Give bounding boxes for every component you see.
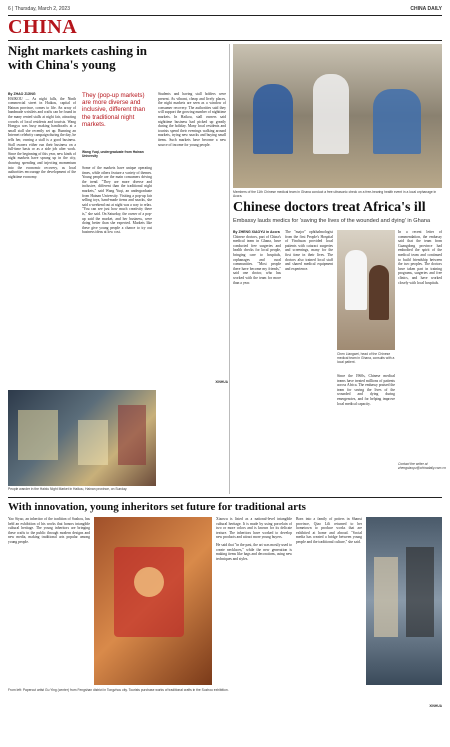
story2-col1: By ZHENG XIAOYU in Accra Chinese doctors, part of China's medical team in Ghana, have conducted free surgeries and health checks for local people, bringing care to hospitals, orphanages and rural communities. "Most people there have become my friends," said one doctor, who has worked with the team for more than a year. xyxy=(233,230,281,285)
exhibition-photo xyxy=(366,517,442,685)
medical-team-photo xyxy=(233,44,442,188)
story1-byline: By ZHAO ZIJING xyxy=(8,92,36,96)
story1-body-mid: Some of the markets have unique operating times, while others feature a variety of themes. Young people are the main consumers driving the trend. "They are more diverse and inclusive, different than the traditional night markets," said Wang Yuqi, an undergraduate from Hainan University. Visiting a pop-up fair selling toys, hand-made items and snacks, she said a weekend out at night was a way to relax. "You can see just how much creativity there is," she said. On Saturday, the owner of a pop-up said the market, and her business, were doing better than she expected. Markets like these give young people a chance to try out business ideas at low cost. xyxy=(82,166,152,235)
story2-headline: Chinese doctors treat Africa's ill xyxy=(233,200,426,215)
story1-quote-attribution: Wang Yuqi, undergraduate from Hainan University xyxy=(82,150,144,158)
story1-credit: XINHUA xyxy=(215,380,228,384)
paper-name: CHINA DAILY xyxy=(410,6,442,12)
section-rule xyxy=(8,40,442,41)
story2-col4: In a recent letter of commendation, the embassy said that the team from Guangdong province had embodied the spirit of the medical team and continued to build friendship between the two peoples. The doctors have taken part in training programs, surgeries and free clinics, and have worked closely with local hospitals. xyxy=(398,230,442,285)
story3-col3: Born into a family of potters in Shanxi province, Qiao Lili returned to her hometown to produce works that are exhibited at home and abroad. "Social media has created a bridge between young people and the traditional culture," she said. xyxy=(296,517,362,544)
story3-col2: Xiaowu is listed as a national-level intangible cultural heritage. It is made by using porcelain of two or more colors and is known for its delicate texture. The inheritors have worked to develop new products and attract more young buyers. He said that "in the past, the art was mostly used to create necklaces," while the new generation is making items like bags and decorations, using new techniques and styles. xyxy=(216,517,292,561)
story2-col2: The "major" ophthalmologist from the first People's Hospital of Yinchuan provided local patients with cataract surgeries and screenings, many for the first time in their lives. The doctors also trained local staff and shared medical equipment and experience. xyxy=(285,230,333,271)
story3-credit: XINHUA xyxy=(429,704,442,708)
story2-subhead: Embassy lauds medics for 'saving the lives of the wounded and dying' in Ghana xyxy=(233,218,431,224)
story1-body-left-text: HAIKOU — As night falls, the Ninth commercial street in Haikou, capital of Hainan province, comes to life. An array of handmade wristlets and crafts can be found in the many rented stalls at night fair, attracting crowds of local residents and tourists. Wang Hongyu was busy making handicrafts at a small stall she recently set up. Running an Internet celebrity campaign during the day, he tells her, owning a stall is a good business. Stall owners either run their business on a full-time basis or as a side job after work. Since the beginning of this year, new kinds of night markets have sprung up in the city, drawing spending and injecting momentum into the economic recovery, as local authorities encourage the development of the nighttime economy. xyxy=(8,96,76,179)
story3-col1: Yao Siyao, an inheritor of the tradition of Suzhou, has held an exhibition of his works that honors intangible cultural heritage. The young inheritors are bringing these crafts to the public through modern designs and new media, making traditional arts popular among young people. xyxy=(8,517,90,544)
column-divider xyxy=(229,44,230,494)
story2-col3: Since the 1960s, Chinese medical teams have treated millions of patients across Africa. The embassy praised the team for saving the lives of the wounded and dying during emergencies, and for helping improve local medical capacity. xyxy=(337,374,395,406)
story2-contact: Contact the writer at zhengxiaoyu@chinadaily.com.cn xyxy=(398,462,446,470)
story2-inset-caption: Chen Liangwei, head of the Chinese medical team in Ghana, consults with a local patient. xyxy=(337,352,395,364)
section-title: CHINA xyxy=(8,16,78,38)
story2-byline: By ZHENG XIAOYU in Accra xyxy=(233,230,280,234)
story3-headline: With innovation, young inheritors set future for traditional arts xyxy=(8,501,306,513)
doctor-inset-photo xyxy=(337,230,395,350)
story1-body-left xyxy=(8,92,76,390)
story2-photo-caption: Members of the 11th Chinese medical team in Ghana conduct a free ultrasonic check on a free-hearing health event in a local orphanage in Accra. xyxy=(233,190,437,198)
story-divider-rule xyxy=(8,497,442,498)
page-header xyxy=(8,4,442,14)
story3-photo-caption: From left: Papercut artist Gu Ying (center) from Fengshan district in Tongzhou city. Tourists purchase works of traditional crafts in the Suzhou exhibition. xyxy=(8,688,229,692)
story1-body-right: Students and having stall holders were present. As vibrant, cheap and lively places, the night markets are seen as a window of consumer recovery. The authorities said they will support the growing number of nighttime markets. In Haikou, stall owners said nighttime business had picked up greatly during the holiday. Many local residents and tourists spend their evenings walking around markets, trying new snacks and buying small items. Such markets have become a new source of income for young people. xyxy=(158,92,226,147)
story1-pull-quote: They (pop-up markets) are more diverse and inclusive, different than the traditional night markets. xyxy=(82,92,146,128)
page-info: 6 | Thursday, March 2, 2023 xyxy=(8,6,70,12)
night-market-photo xyxy=(8,390,156,486)
story1-headline: Night markets cashing in with China's young xyxy=(8,43,148,72)
story1-photo-caption: People wander in the Haixiu Night Market in Haikou, Hainan province, on Sunday. xyxy=(8,487,128,491)
papercut-photo xyxy=(94,517,212,685)
